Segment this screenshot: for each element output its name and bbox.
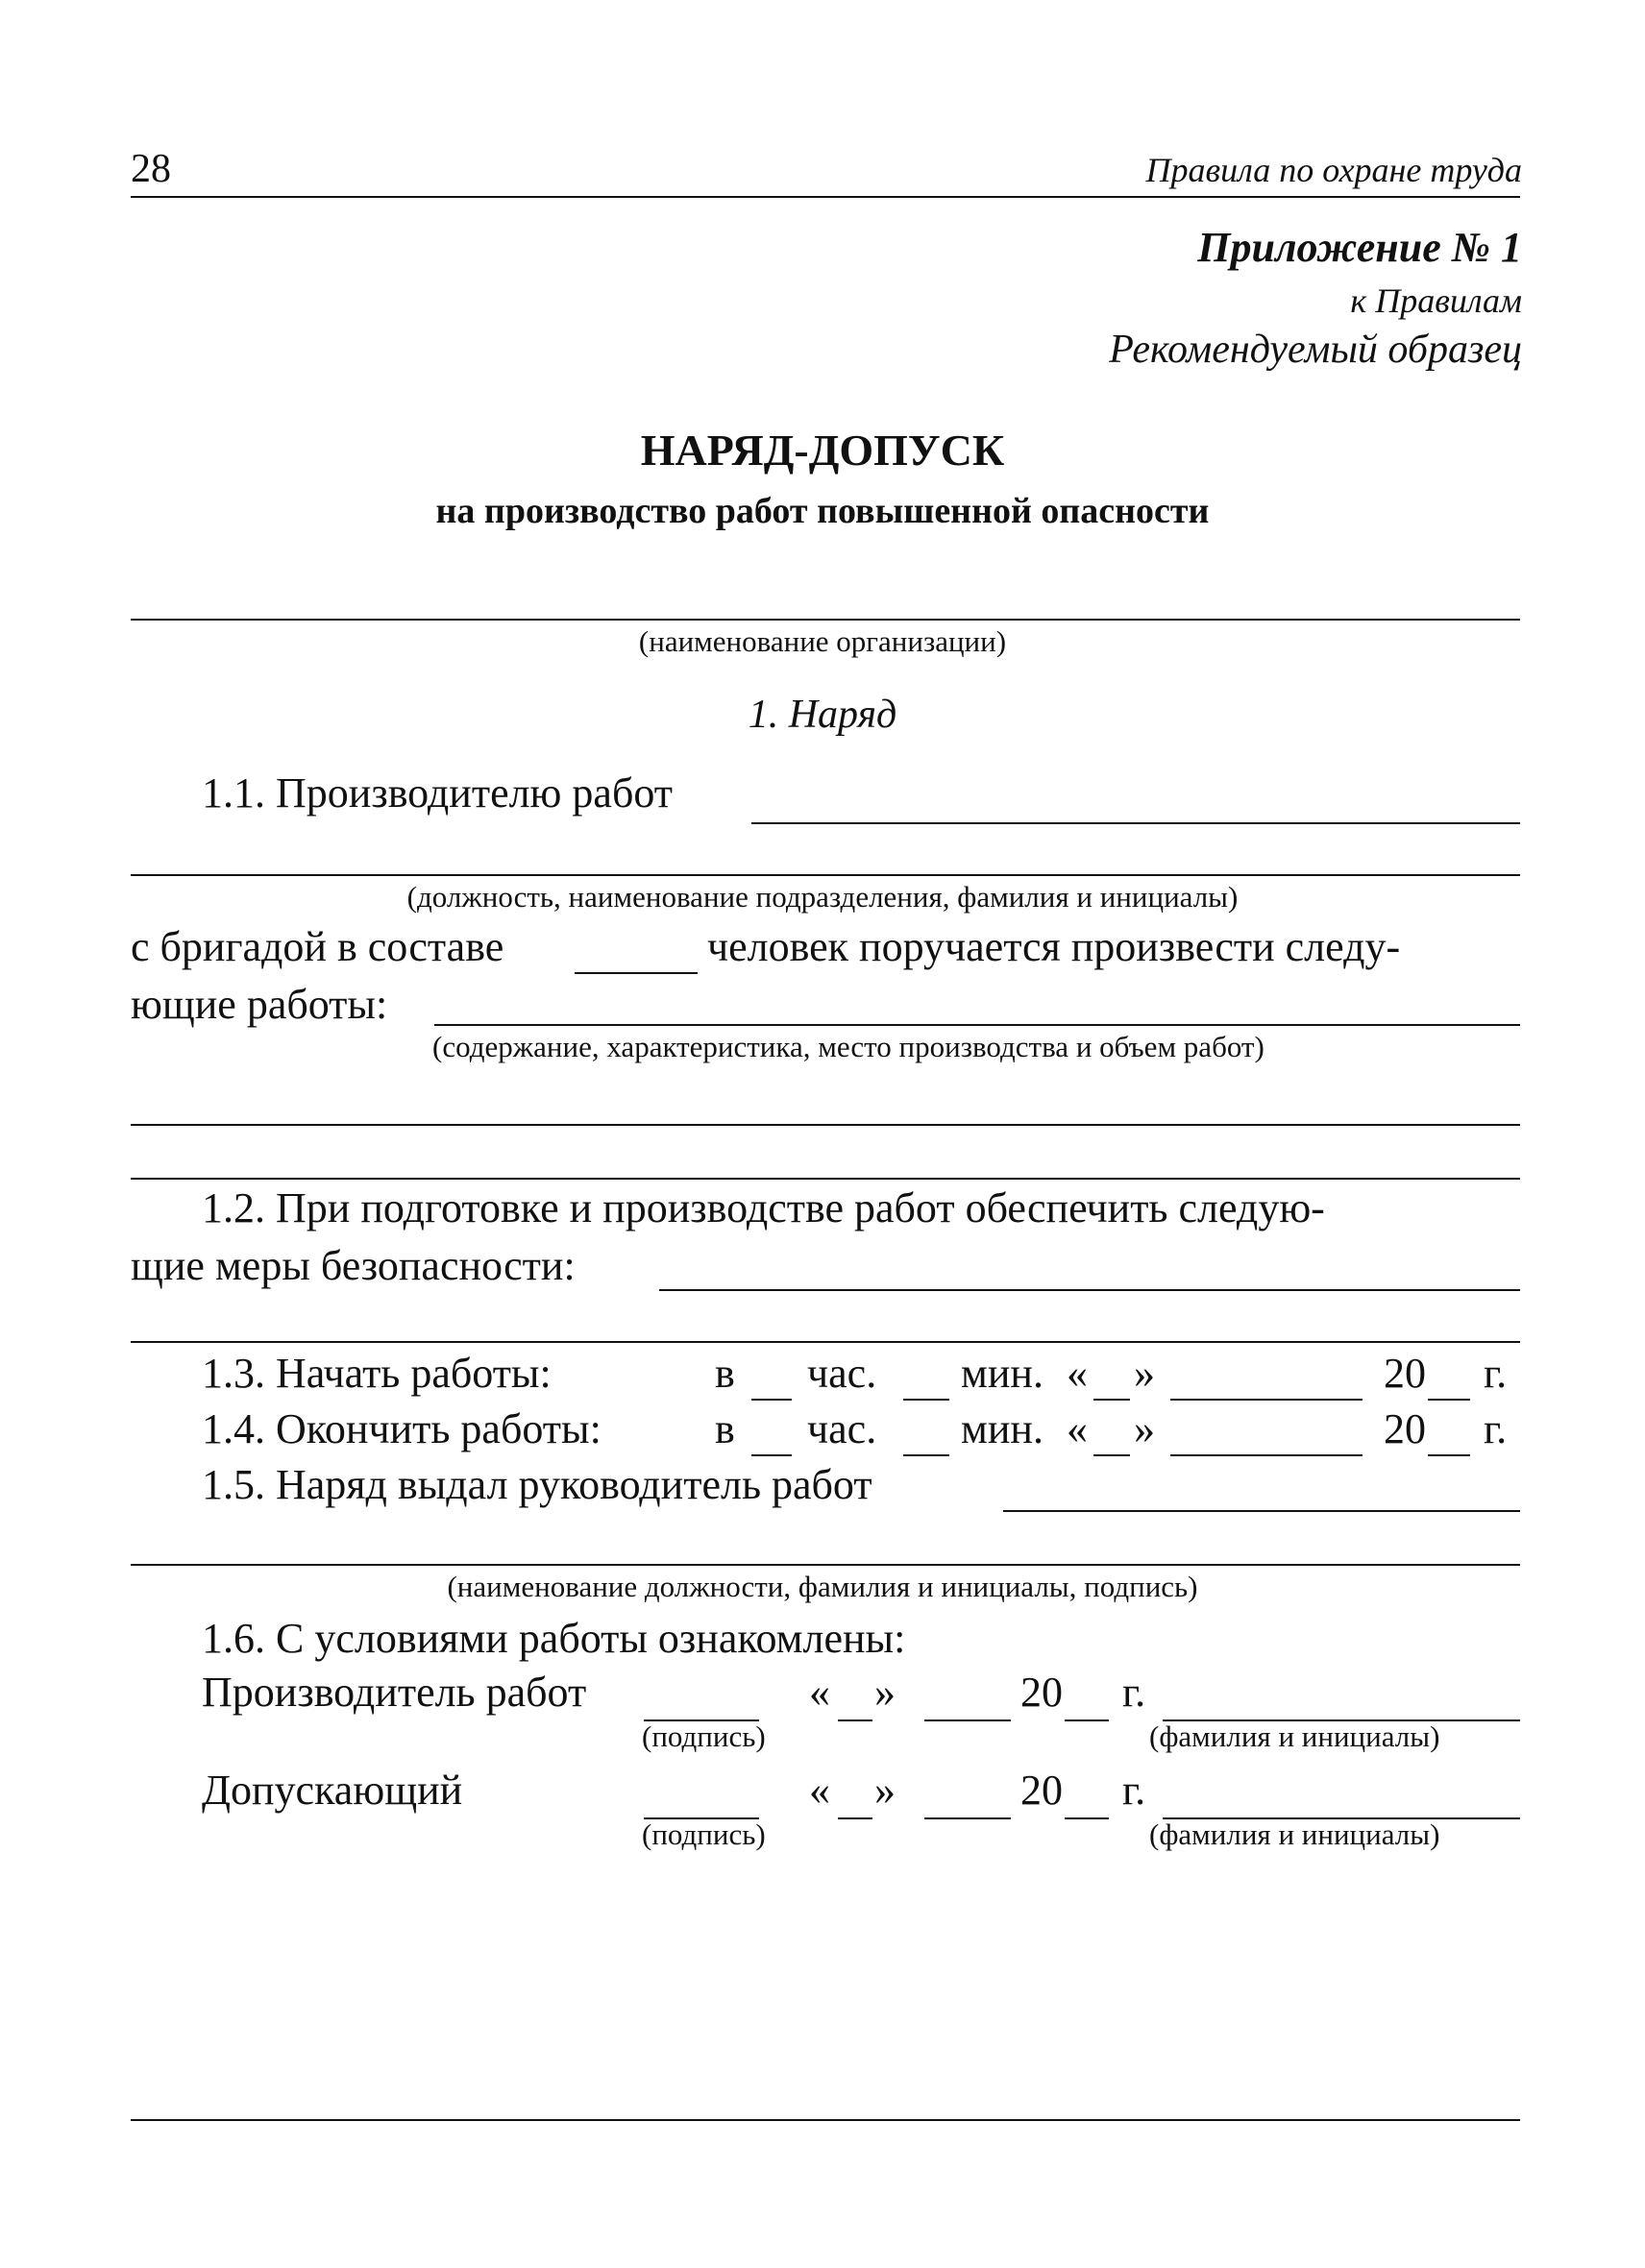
performer-month-field	[924, 1719, 1011, 1721]
brigade-prefix: с бригадой в составе	[131, 923, 504, 970]
brigade-count-field	[575, 972, 698, 974]
safety-measures-extra-line	[131, 1341, 1520, 1343]
issuer-details-field	[131, 1564, 1520, 1566]
page-number: 28	[131, 147, 171, 191]
organization-line	[131, 619, 1520, 621]
admitter-year-prefix: 20	[1020, 1767, 1063, 1814]
performer-quote-close: »	[874, 1669, 896, 1716]
performer-year-prefix: 20	[1020, 1669, 1063, 1716]
item-1-5-label: 1.5. Наряд выдал руководитель работ	[202, 1461, 872, 1508]
start-quote-open: «	[1067, 1350, 1088, 1397]
item-1-3-label: 1.3. Начать работы:	[202, 1350, 552, 1397]
admitter-quote-open: «	[809, 1767, 830, 1814]
start-hours-field	[751, 1399, 792, 1401]
performer-signature-caption: (подпись)	[642, 1719, 766, 1753]
performer-role-label: Производитель работ	[202, 1669, 587, 1716]
works-caption: (содержание, характеристика, место производства и объем работ)	[432, 1030, 1264, 1063]
performer-details-field	[131, 874, 1520, 876]
performer-quote-open: «	[809, 1669, 830, 1716]
end-hours-word: час.	[807, 1405, 877, 1452]
header-rule	[131, 196, 1520, 198]
end-year-suffix: г.	[1484, 1405, 1508, 1452]
works-extra-line-1	[131, 1124, 1520, 1126]
end-minutes-word: мин.	[961, 1405, 1043, 1452]
start-minutes-field	[903, 1399, 949, 1401]
item-1-6-label: 1.6. С условиями работы ознакомлены:	[202, 1615, 906, 1662]
end-month-field	[1170, 1454, 1363, 1456]
admitter-year-field	[1065, 1817, 1109, 1819]
issuer-caption: (наименование должности, фамилия и инициалы, подпись)	[447, 1570, 1198, 1603]
item-1-1-label: 1.1. Производителю работ	[202, 769, 673, 817]
admitter-year-suffix: г.	[1122, 1767, 1146, 1814]
item-1-4-label: 1.4. Окончить работы:	[202, 1405, 602, 1452]
performer-year-suffix: г.	[1122, 1669, 1146, 1716]
admitter-day-field	[838, 1817, 872, 1819]
running-header	[131, 144, 1522, 198]
document-subtitle: на производство работ повышенной опасности	[435, 491, 1210, 531]
performer-caption: (должность, наименование подразделения, фамилия и инициалы)	[406, 880, 1239, 914]
appendix-subtitle: к Правилам	[1350, 281, 1522, 320]
performer-year-field	[1065, 1719, 1109, 1721]
organization-caption: (наименование организации)	[638, 624, 1007, 658]
end-day-field	[1093, 1454, 1130, 1456]
document-title: НАРЯД-ДОПУСК	[640, 426, 1005, 475]
start-minutes-word: мин.	[961, 1350, 1043, 1397]
end-quote-open: «	[1067, 1405, 1088, 1452]
works-field	[434, 1024, 1520, 1026]
item-1-2-line-2: щие меры безопасности:	[131, 1242, 576, 1289]
start-day-field	[1093, 1399, 1130, 1401]
appendix-title: Приложение № 1	[1197, 224, 1522, 271]
start-year-suffix: г.	[1484, 1350, 1508, 1397]
works-extra-line-2	[131, 1178, 1520, 1180]
end-hours-field	[751, 1454, 792, 1456]
item-1-2-line-1: 1.2. При подготовке и производстве работ обеспечить следую-	[202, 1184, 1325, 1232]
end-quote-close: »	[1134, 1405, 1155, 1452]
end-year-field	[1428, 1454, 1470, 1456]
start-year-prefix: 20	[1384, 1350, 1426, 1397]
start-quote-close: »	[1134, 1350, 1155, 1397]
end-year-prefix: 20	[1384, 1405, 1426, 1452]
section-heading: 1. Наряд	[748, 693, 897, 737]
brigade-suffix: человек поручается произвести следу-	[707, 923, 1401, 970]
safety-measures-field	[659, 1289, 1520, 1291]
bottom-rule	[131, 2119, 1520, 2121]
end-v-word: в	[715, 1405, 735, 1452]
performer-field	[751, 822, 1520, 824]
start-hours-word: час.	[807, 1350, 877, 1397]
end-minutes-field	[903, 1454, 949, 1456]
performer-day-field	[838, 1719, 872, 1721]
performer-name-caption: (фамилия и инициалы)	[1149, 1719, 1440, 1753]
admitter-quote-close: »	[874, 1767, 896, 1814]
admitter-month-field	[924, 1817, 1011, 1819]
admitter-name-caption: (фамилия и инициалы)	[1149, 1817, 1440, 1851]
start-v-word: в	[715, 1350, 735, 1397]
start-year-field	[1428, 1399, 1470, 1401]
running-title: Правила по охране труда	[1145, 151, 1522, 189]
issuer-field	[1003, 1510, 1520, 1512]
admitter-role-label: Допускающий	[202, 1767, 463, 1814]
appendix-recommended: Рекомендуемый образец	[1109, 328, 1522, 372]
admitter-signature-caption: (подпись)	[642, 1817, 766, 1851]
works-label: ющие работы:	[131, 981, 388, 1028]
start-month-field	[1170, 1399, 1363, 1401]
